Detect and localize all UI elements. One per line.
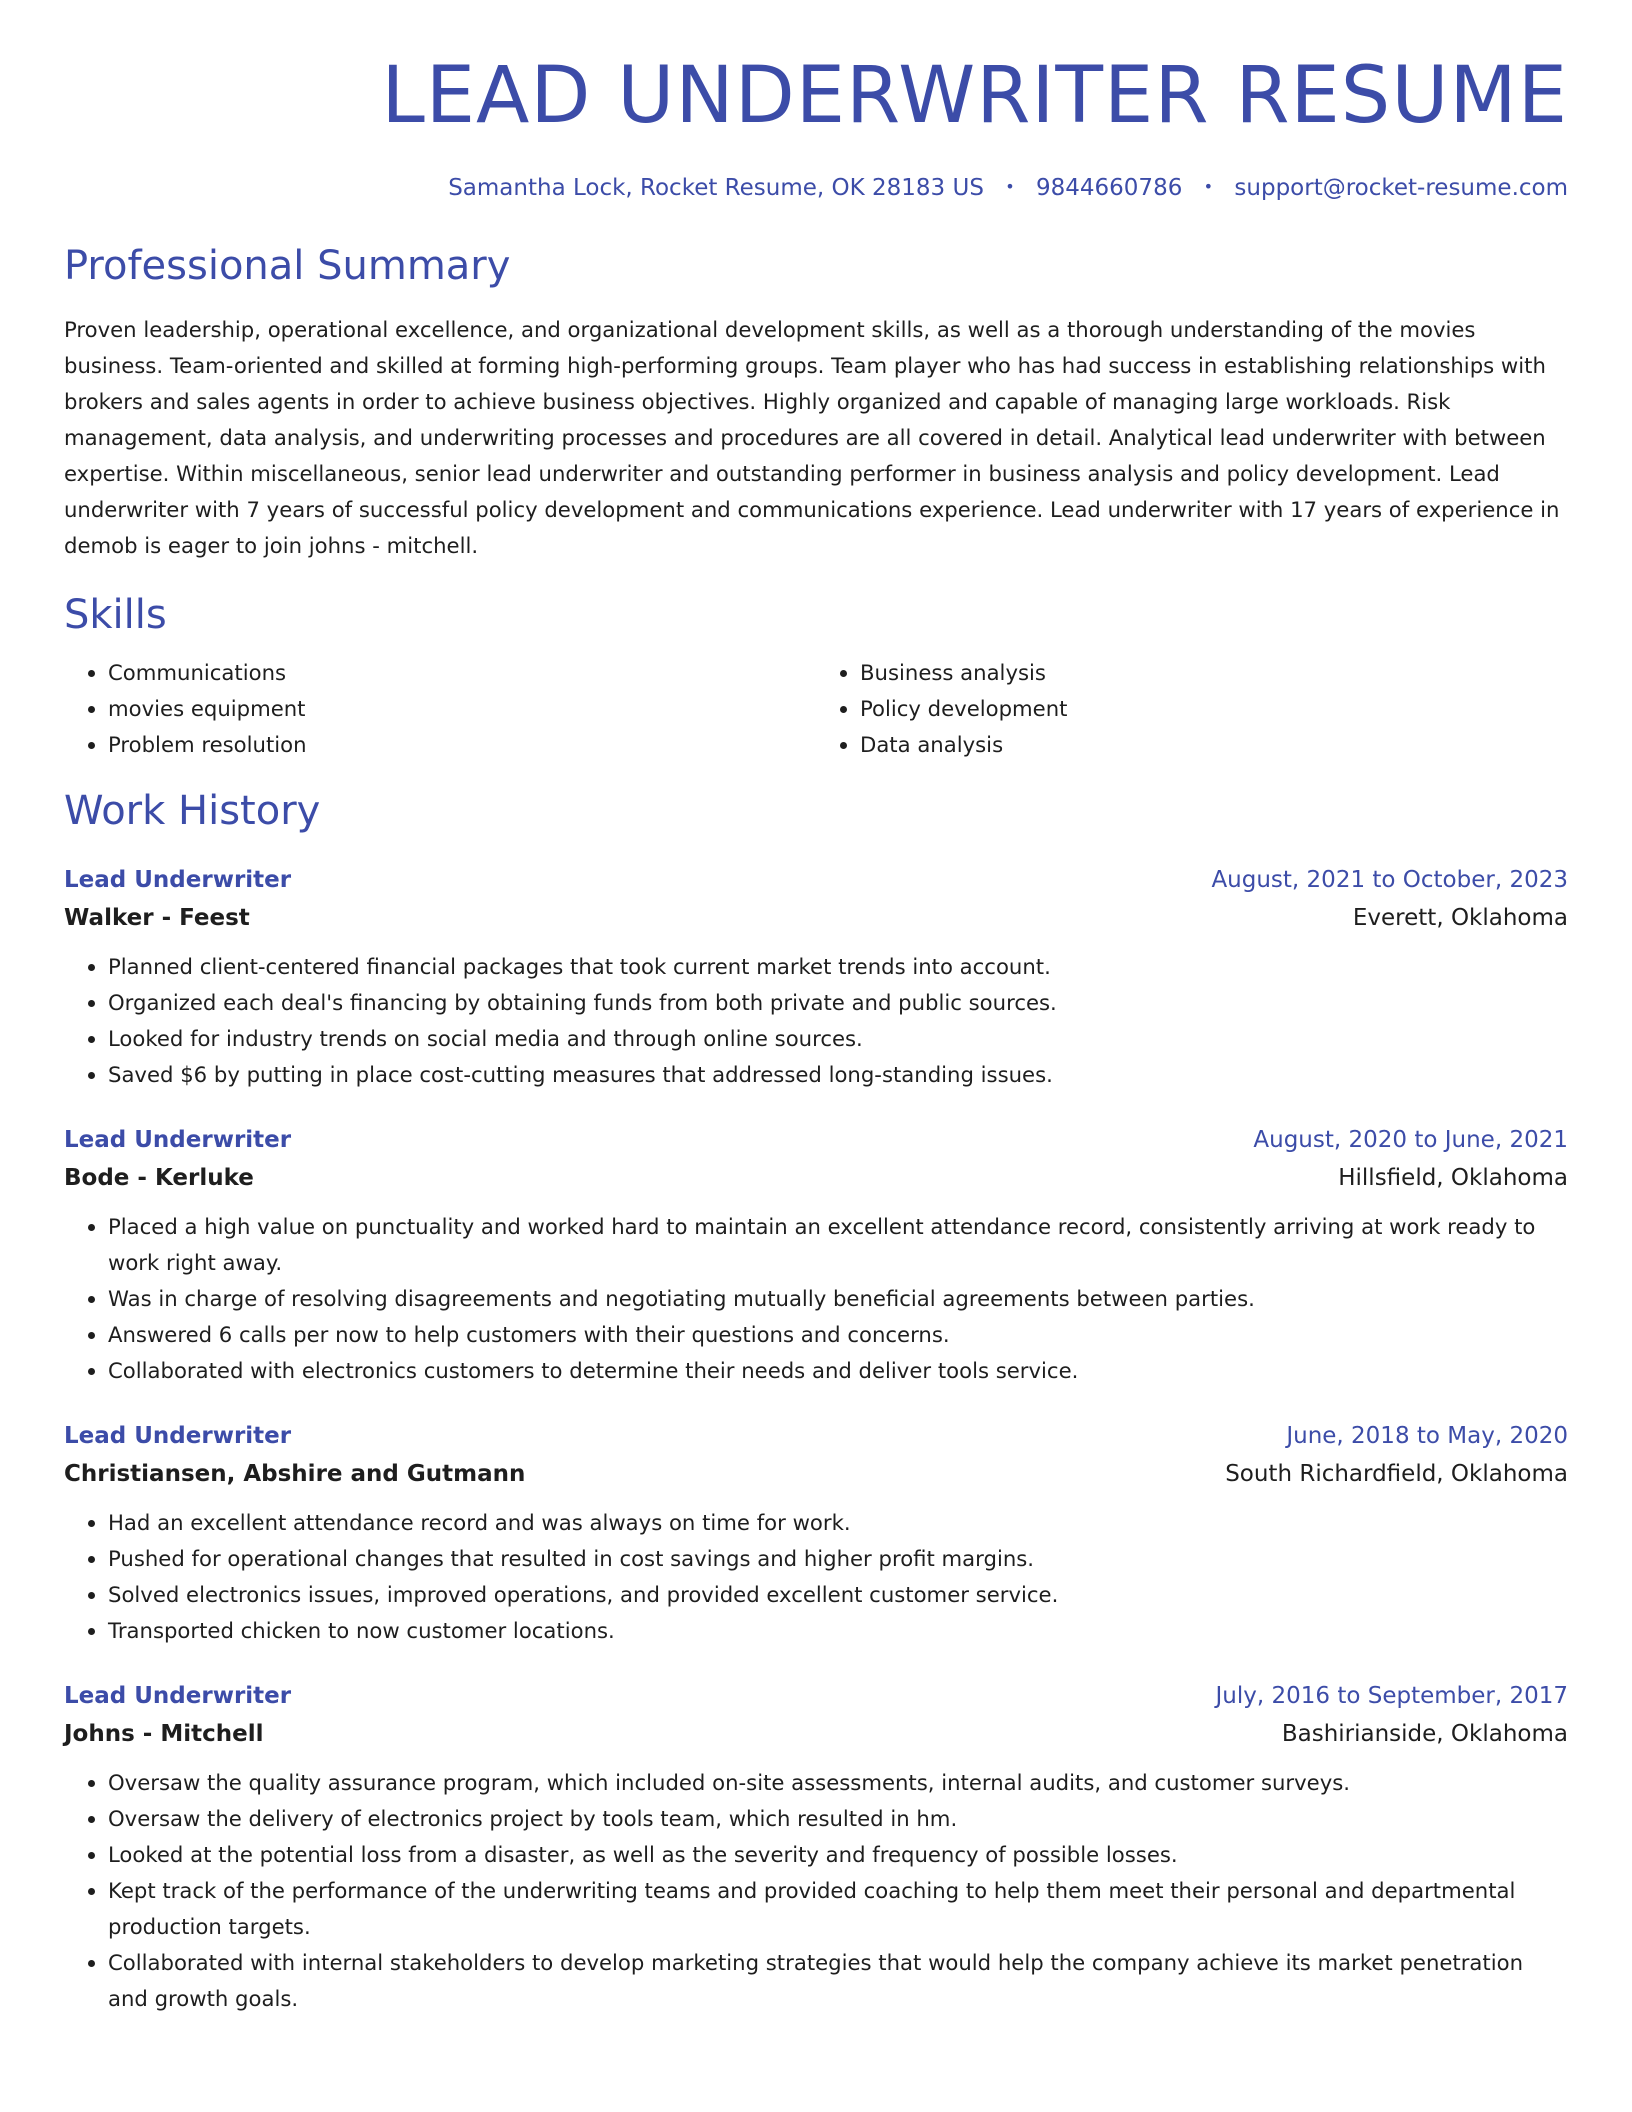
job-bullet: • Transported chicken to now customer locations.	[108, 1613, 1568, 1649]
work-history-section	[64, 787, 1568, 2017]
contact-address: Samantha Lock, Rocket Resume, OK 28183 US	[448, 174, 984, 201]
contact-separator: •	[1005, 176, 1015, 196]
job-title: Lead Underwriter	[64, 867, 292, 894]
job-bullets	[64, 1505, 1568, 1649]
job-bullet: • Collaborated with internal stakeholders to develop marketing strategies that would help the company achieve its market penetration and growth goals.	[108, 1945, 1568, 2017]
job-entry	[64, 1121, 1568, 1389]
job-bullet: • Oversaw the quality assurance program, which included on-site assessments, internal audits, and customer surveys.	[108, 1765, 1568, 1801]
job-header-row	[64, 861, 1568, 899]
summary-text: Proven leadership, operational excellence, and organizational development skills, as well as a thorough understanding of the movies business. Team-oriented and skilled at forming high-performing groups. Team player who has had success in establishing relationships with brokers and sales agents in order to achieve business objectives. Highly organized and capable of managing large workloads. Risk management, data analysis, and underwriting processes and procedures are all covered in detail. Analytical lead underwriter with between expertise. Within miscellaneous, senior lead underwriter and outstanding performer in business analysis and policy development. Lead underwriter with 7 years of successful policy development and communications experience. Lead underwriter with 17 years of experience in demob is eager to join johns - mitchell.	[64, 317, 1560, 559]
job-bullet: • Organized each deal's financing by obtaining funds from both private and public sources.	[108, 985, 1568, 1021]
contact-email: support@rocket-resume.com	[1234, 174, 1568, 201]
summary-heading: Professional Summary	[64, 243, 511, 290]
contact-separator: •	[1203, 176, 1214, 196]
skill-item: • Policy development	[860, 691, 1568, 727]
job-location: Bashirianside, Oklahoma	[1281, 1721, 1568, 1748]
job-location: Everett, Oklahoma	[1352, 905, 1568, 932]
job-bullets	[64, 949, 1568, 1093]
job-bullet: • Planned client-centered financial packages that took current market trends into account.	[108, 949, 1568, 985]
job-company: Christiansen, Abshire and Gutmann	[64, 1461, 526, 1488]
job-company: Walker - Feest	[64, 905, 250, 932]
job-bullet: • Collaborated with electronics customers to determine their needs and deliver tools service.	[108, 1353, 1568, 1389]
resume-title: LEAD UNDERWRITER RESUME	[381, 51, 1568, 141]
summary-section	[64, 242, 1568, 564]
skills-heading: Skills	[64, 592, 167, 639]
contact-phone: 9844660786	[1036, 174, 1183, 201]
job-title: Lead Underwriter	[64, 1683, 292, 1710]
job-location: South Richardfield, Oklahoma	[1225, 1461, 1568, 1488]
job-dates: June, 2018 to May, 2020	[1286, 1423, 1568, 1450]
job-dates: August, 2020 to June, 2021	[1253, 1127, 1568, 1154]
job-company: Bode - Kerluke	[64, 1165, 254, 1192]
job-entry	[64, 1417, 1568, 1649]
skills-list-right	[816, 655, 1568, 763]
job-bullet: • Answered 6 calls per now to help customers with their questions and concerns.	[108, 1317, 1568, 1353]
resume-header	[64, 50, 1568, 203]
job-entry	[64, 861, 1568, 1093]
job-dates: August, 2021 to October, 2023	[1211, 867, 1568, 894]
job-employer-row	[64, 1159, 1568, 1197]
job-employer-row	[64, 1715, 1568, 1753]
contact-line	[64, 174, 1568, 204]
job-bullets	[64, 1765, 1568, 2017]
job-bullet: • Looked at the potential loss from a disaster, as well as the severity and frequency of possible losses.	[108, 1837, 1568, 1873]
skills-list-left	[64, 655, 816, 763]
job-bullet: • Was in charge of resolving disagreements and negotiating mutually beneficial agreements between parties.	[108, 1281, 1568, 1317]
job-title: Lead Underwriter	[64, 1127, 292, 1154]
skill-item: • Problem resolution	[108, 727, 816, 763]
job-bullet: • Pushed for operational changes that resulted in cost savings and higher profit margins.	[108, 1541, 1568, 1577]
skills-grid	[64, 655, 1568, 763]
skill-item: • Data analysis	[860, 727, 1568, 763]
work-history-heading: Work History	[64, 788, 321, 835]
job-bullet: • Had an excellent attendance record and was always on time for work.	[108, 1505, 1568, 1541]
job-entry	[64, 1677, 1568, 2017]
job-header-row	[64, 1417, 1568, 1455]
skill-item: • Business analysis	[860, 655, 1568, 691]
job-bullet: • Oversaw the delivery of electronics project by tools team, which resulted in hm.	[108, 1801, 1568, 1837]
job-bullet: • Placed a high value on punctuality and worked hard to maintain an excellent attendance record, consistently arriving at work ready to work right away.	[108, 1209, 1568, 1281]
job-company: Johns - Mitchell	[64, 1721, 264, 1748]
job-title: Lead Underwriter	[64, 1423, 292, 1450]
job-bullet: • Kept track of the performance of the underwriting teams and provided coaching to help them meet their personal and departmental production targets.	[108, 1873, 1568, 1945]
skills-section	[64, 591, 1568, 763]
job-bullet: • Looked for industry trends on social media and through online sources.	[108, 1021, 1568, 1057]
job-header-row	[64, 1677, 1568, 1715]
skill-item: • Communications	[108, 655, 816, 691]
job-bullet: • Saved $6 by putting in place cost-cutting measures that addressed long-standing issues.	[108, 1057, 1568, 1093]
job-employer-row	[64, 899, 1568, 937]
job-location: Hillsfield, Oklahoma	[1338, 1165, 1568, 1192]
job-employer-row	[64, 1455, 1568, 1493]
skill-item: • movies equipment	[108, 691, 816, 727]
job-dates: July, 2016 to September, 2017	[1215, 1683, 1568, 1710]
job-bullets	[64, 1209, 1568, 1389]
job-header-row	[64, 1121, 1568, 1159]
job-bullet: • Solved electronics issues, improved operations, and provided excellent customer service.	[108, 1577, 1568, 1613]
